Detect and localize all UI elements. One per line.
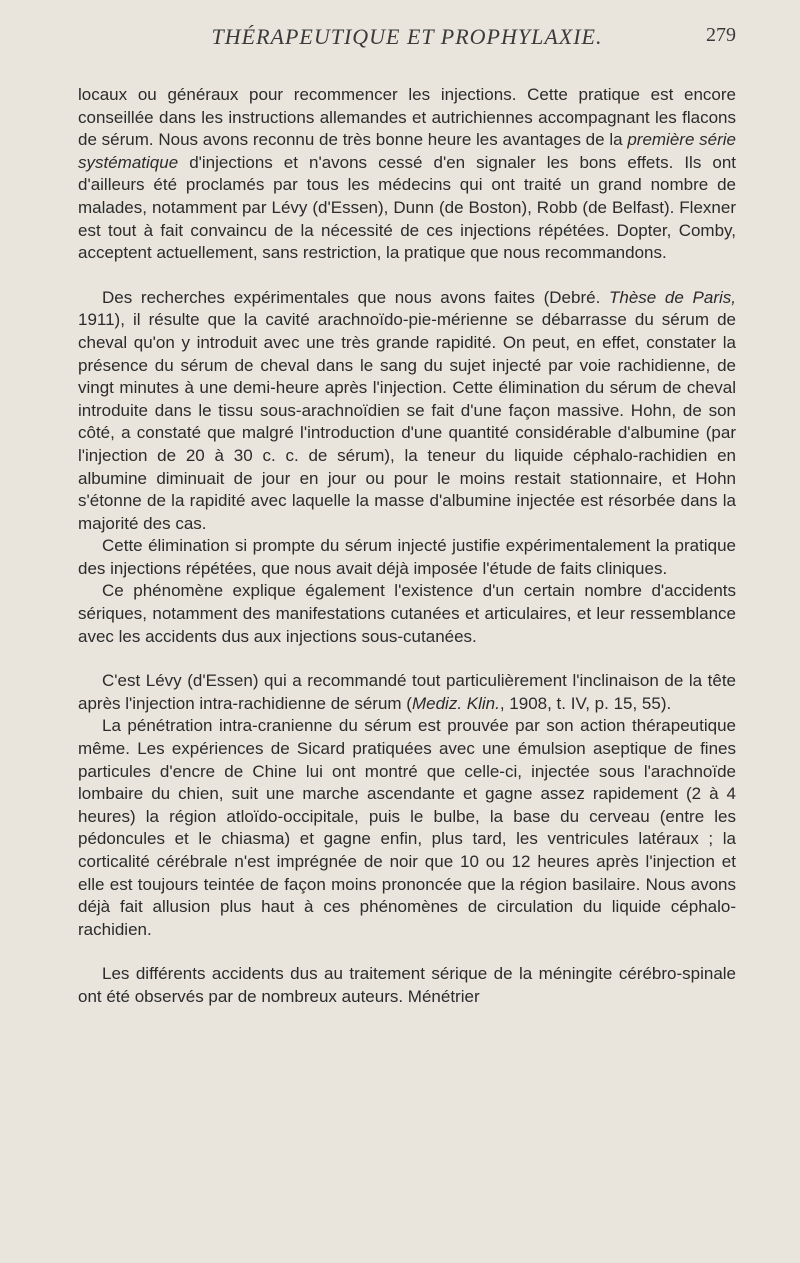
running-head (78, 24, 736, 50)
paragraph-5-text: C'est Lévy (d'Essen) qui a recommandé tout particulièrement l'inclinaison de la tête après l'injection intra-rachidienne de sérum ( (78, 671, 736, 713)
body-text (78, 84, 736, 1009)
paragraph-7: Les différents accidents dus au traitement sérique de la méningite cérébro-spinale ont été observés par de nombreux auteurs. Ménétrier (78, 964, 736, 1006)
paragraph-3: Cette élimination si prompte du sérum injecté justifie expérimentalement la pratique des injections répétées, que nous avait déjà imposée l'étude de faits cliniques. (78, 536, 736, 578)
paragraph-4: Ce phénomène explique également l'existence d'un certain nombre d'accidents sériques, notamment des manifestations cutanées et articulaires, et leur ressemblance avec les accidents dus aux injections sous-cutanées. (78, 581, 736, 646)
paragraph-2-emphasis: Thèse de Paris, (609, 287, 736, 307)
paragraph-gap (78, 648, 736, 670)
running-title: THÉRAPEUTIQUE ET PROPHYLAXIE. (211, 24, 603, 49)
paragraph-5-end: , 1908, t. IV, p. 15, 55). (499, 693, 672, 713)
page-number: 279 (706, 24, 736, 46)
paragraph-2 (78, 287, 736, 536)
paragraph-1 (78, 84, 736, 265)
paragraph-1-text: locaux ou généraux pour recommencer les injections. Cette pratique est encore conseillée dans les instructions allemandes et autrichiennes accompagnant les flacons de sérum. Nous avons reconnu de très bonne heure les avantages de la (78, 85, 736, 150)
paragraph-5-emphasis: Mediz. Klin. (411, 693, 500, 713)
paragraph-2-text: Des recherches expérimentales que nous avons faites (Debré. (102, 287, 601, 307)
paragraph-1-emphasis: première série systématique (78, 130, 736, 172)
paragraph-gap (78, 265, 736, 287)
paragraph-6: La pénétration intra-cranienne du sérum est prouvée par son action thérapeutique même. Les expériences de Sicard pratiquées avec une émulsion aseptique de fines particules d'encre de Chine lui ont montré que celle-ci, injectée sous l'arachnoïde lombaire du chien, suit une marche ascendante et gagne assez rapidement (2 à 4 heures) la région atloïdo-occipitale, puis le bulbe, la base du cerveau (entre les pédoncules et le chiasma) et gagne enfin, plus tard, les ventricules latéraux ; la corticalité cérébrale n'est imprégnée de noir que 10 ou 12 heures après l'injection et elle est toujours teintée de façon moins prononcée que la région basilaire. Nous avons déjà fait allusion plus haut à ces phénomènes de circulation du liquide céphalo-rachidien. (78, 716, 736, 939)
paragraph-2-end: 1911), il résulte que la cavité arachnoïdo-pie-mérienne se débarrasse du sérum de cheval qu'on y introduit avec une très grande rapidité. On peut, en effet, constater la présence du sérum de cheval dans le sang du sujet injecté par voie rachidienne, de vingt minutes à une demi-heure après l'injection. Cette élimination du sérum de cheval introduite dans le tissu sous-arachnoïdien se fait d'une façon massive. Hohn, de son côté, a constaté que malgré l'introduction d'une quantité considérable d'albumine (par l'injection de 20 à 30 c. c. de sérum), la teneur du liquide céphalo-rachidien en albumine diminuait de jour en jour ou pour le moins restait stationnaire, et Hohn s'étonne de la rapidité avec laquelle la masse d'albumine injectée est résorbée dans la majorité des cas. (78, 310, 736, 533)
paragraph-5 (78, 670, 736, 715)
paragraph-gap (78, 941, 736, 963)
paragraph-1-end: d'injections et n'avons cessé d'en signaler les bons effets. Ils ont d'ailleurs été proclamés par tous les médecins qui ont traité un grand nombre de malades, notamment par Lévy (d'Essen), Dunn (de Boston), Robb (de Belfast). Flexner est tout à fait convaincu de la nécessité de ces injections répétées. Dopter, Comby, acceptent actuellement, sans restriction, la pratique que nous recommandons. (78, 152, 736, 263)
